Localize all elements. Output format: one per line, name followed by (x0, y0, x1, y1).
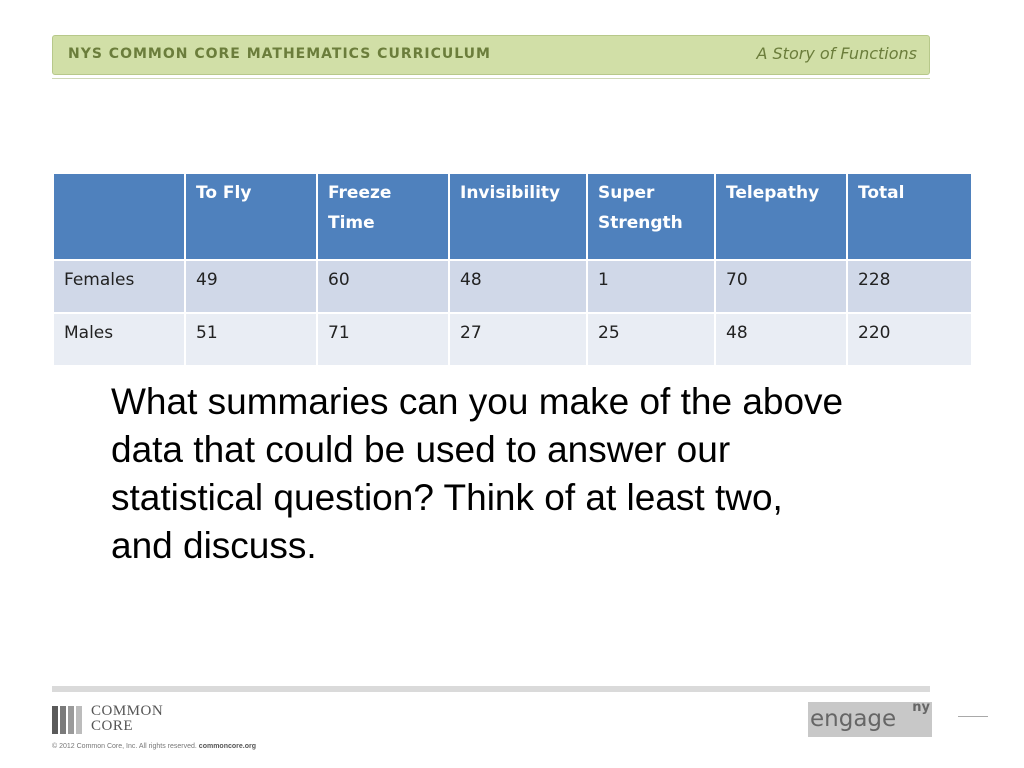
common-core-wordmark (91, 704, 211, 734)
table-cell: 25 (587, 313, 715, 366)
footer-divider (52, 686, 930, 692)
table-row (53, 260, 972, 313)
column-header: Invisibility (449, 173, 587, 260)
header-bar (52, 35, 930, 75)
table-header-row (53, 173, 972, 260)
copyright-text: © 2012 Common Core, Inc. All rights reserved. (52, 743, 197, 750)
row-label: Females (53, 260, 185, 313)
copyright-notice (52, 743, 256, 750)
table-cell: 48 (449, 260, 587, 313)
column-header: Telepathy (715, 173, 847, 260)
table-cell: 60 (317, 260, 449, 313)
footer-dash (958, 716, 988, 717)
superpower-table (52, 172, 973, 367)
column-header: Freeze Time (317, 173, 449, 260)
table-cell: 228 (847, 260, 972, 313)
table-row (53, 313, 972, 366)
column-header: To Fly (185, 173, 317, 260)
engage-ny-logo (808, 702, 932, 737)
table-cell: 220 (847, 313, 972, 366)
logo-line-2: CORE (91, 718, 134, 734)
engage-wordmark: engage (810, 706, 897, 732)
copyright-link[interactable]: commoncore.org (198, 743, 256, 750)
table-cell: 71 (317, 313, 449, 366)
column-header: Super Strength (587, 173, 715, 260)
table-cell: 27 (449, 313, 587, 366)
common-core-bars-icon (52, 706, 84, 734)
discussion-question: What summaries can you make of the above data that could be used to answer our statistical question? Think of at least two, and discuss. (111, 381, 844, 566)
column-header (53, 173, 185, 260)
table-cell: 49 (185, 260, 317, 313)
column-header: Total (847, 173, 972, 260)
table-cell: 70 (715, 260, 847, 313)
table-cell: 48 (715, 313, 847, 366)
curriculum-title: NYS COMMON CORE MATHEMATICS CURRICULUM (68, 46, 491, 62)
header-divider (52, 78, 930, 79)
logo-line-1: COMMON (91, 703, 164, 719)
row-label: Males (53, 313, 185, 366)
table-cell: 1 (587, 260, 715, 313)
module-subtitle: A Story of Functions (756, 44, 917, 63)
table-cell: 51 (185, 313, 317, 366)
engage-ny-superscript: ny (912, 700, 930, 715)
